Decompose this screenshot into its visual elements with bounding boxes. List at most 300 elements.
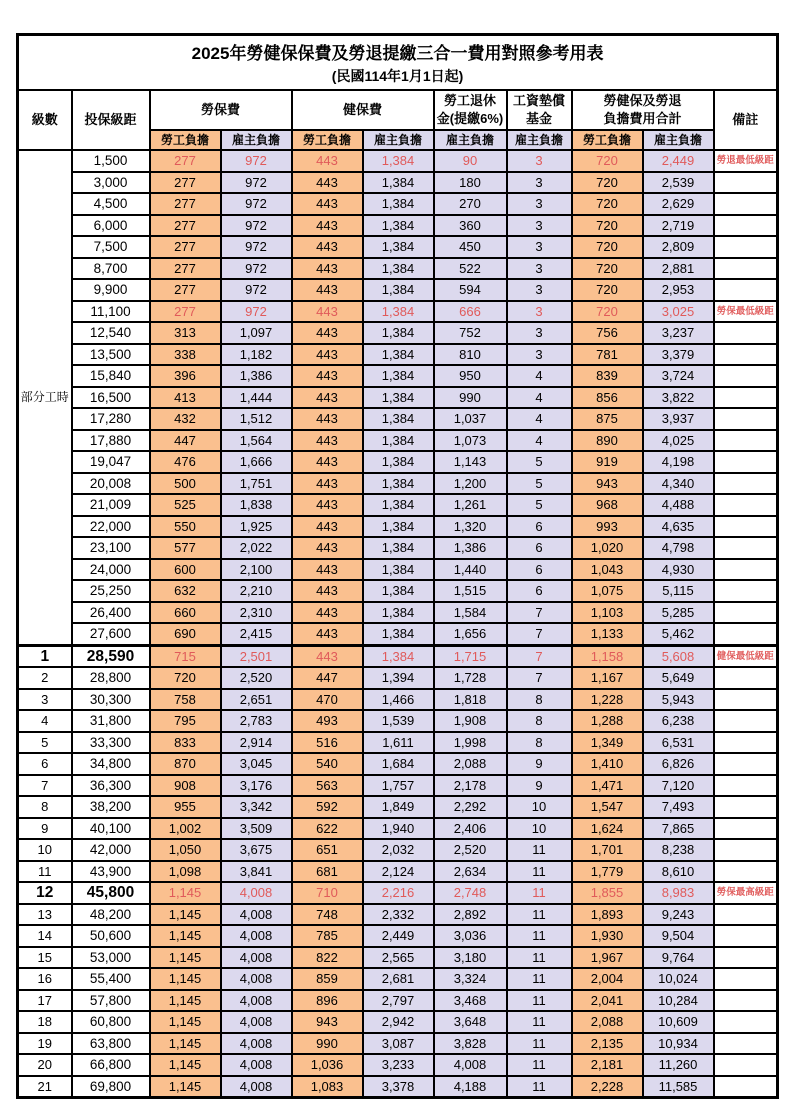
remark-cell <box>714 925 778 947</box>
total-employer-cell: 5,608 <box>643 645 714 667</box>
pension-employer-cell: 3,180 <box>434 947 507 969</box>
total-employer-cell: 2,719 <box>643 215 714 237</box>
total-employee-cell: 1,624 <box>572 818 643 840</box>
labor-employee-cell: 1,145 <box>150 968 221 990</box>
health-employer-cell: 1,940 <box>363 818 434 840</box>
salary-cell: 34,800 <box>72 753 150 775</box>
table-row <box>18 796 778 818</box>
table-row <box>18 215 778 237</box>
salary-cell: 43,900 <box>72 861 150 883</box>
fund-employer-cell: 10 <box>507 818 572 840</box>
subheader-health-employee: 勞工負擔 <box>292 130 363 150</box>
health-employee-cell: 443 <box>292 645 363 667</box>
health-employer-cell: 2,032 <box>363 839 434 861</box>
labor-employee-cell: 715 <box>150 645 221 667</box>
total-employee-cell: 1,855 <box>572 882 643 904</box>
fund-employer-cell: 3 <box>507 279 572 301</box>
labor-employee-cell: 1,145 <box>150 904 221 926</box>
health-employer-cell: 1,384 <box>363 430 434 452</box>
total-employer-cell: 4,798 <box>643 537 714 559</box>
level-cell: 21 <box>18 1076 72 1098</box>
health-employer-cell: 1,849 <box>363 796 434 818</box>
fund-employer-cell: 11 <box>507 904 572 926</box>
labor-employer-cell: 2,520 <box>221 667 292 689</box>
health-employer-cell: 1,384 <box>363 150 434 172</box>
salary-cell: 19,047 <box>72 451 150 473</box>
level-cell: 2 <box>18 667 72 689</box>
remark-cell: 勞退最低級距 <box>714 150 778 172</box>
remark-cell <box>714 559 778 581</box>
labor-employee-cell: 313 <box>150 322 221 344</box>
total-employer-cell: 6,826 <box>643 753 714 775</box>
labor-employee-cell: 277 <box>150 301 221 323</box>
labor-employer-cell: 1,182 <box>221 344 292 366</box>
table-row <box>18 494 778 516</box>
pension-employer-cell: 2,634 <box>434 861 507 883</box>
total-employee-cell: 839 <box>572 365 643 387</box>
health-employer-cell: 2,124 <box>363 861 434 883</box>
salary-cell: 31,800 <box>72 710 150 732</box>
pension-employer-cell: 2,292 <box>434 796 507 818</box>
labor-employer-cell: 972 <box>221 193 292 215</box>
salary-cell: 69,800 <box>72 1076 150 1098</box>
pension-employer-cell: 1,728 <box>434 667 507 689</box>
salary-cell: 24,000 <box>72 559 150 581</box>
total-employer-cell: 3,822 <box>643 387 714 409</box>
health-employer-cell: 2,681 <box>363 968 434 990</box>
health-employer-cell: 1,384 <box>363 580 434 602</box>
total-employer-cell: 9,504 <box>643 925 714 947</box>
health-employee-cell: 443 <box>292 473 363 495</box>
remark-cell <box>714 1076 778 1098</box>
labor-employer-cell: 3,509 <box>221 818 292 840</box>
health-employer-cell: 2,797 <box>363 990 434 1012</box>
fund-employer-cell: 8 <box>507 710 572 732</box>
header-level: 級數 <box>18 90 72 150</box>
fund-employer-cell: 11 <box>507 1054 572 1076</box>
health-employee-cell: 990 <box>292 1033 363 1055</box>
health-employee-cell: 943 <box>292 1011 363 1033</box>
remark-cell <box>714 861 778 883</box>
total-employee-cell: 2,041 <box>572 990 643 1012</box>
labor-employee-cell: 1,098 <box>150 861 221 883</box>
table-row <box>18 301 778 323</box>
pension-employer-cell: 1,715 <box>434 645 507 667</box>
total-employer-cell: 5,943 <box>643 689 714 711</box>
health-employee-cell: 443 <box>292 236 363 258</box>
remark-cell <box>714 667 778 689</box>
salary-cell: 25,250 <box>72 580 150 602</box>
health-employee-cell: 443 <box>292 258 363 280</box>
remark-cell <box>714 322 778 344</box>
total-employee-cell: 2,181 <box>572 1054 643 1076</box>
health-employee-cell: 563 <box>292 775 363 797</box>
remark-cell <box>714 365 778 387</box>
health-employee-cell: 859 <box>292 968 363 990</box>
fund-employer-cell: 4 <box>507 408 572 430</box>
pension-employer-cell: 2,406 <box>434 818 507 840</box>
remark-cell <box>714 172 778 194</box>
table-row <box>18 947 778 969</box>
remark-cell <box>714 236 778 258</box>
subheader-fund-employer: 雇主負擔 <box>507 130 572 150</box>
labor-employer-cell: 4,008 <box>221 1054 292 1076</box>
total-employer-cell: 4,340 <box>643 473 714 495</box>
health-employer-cell: 1,384 <box>363 344 434 366</box>
subheader-labor-employer: 雇主負擔 <box>221 130 292 150</box>
header-pension: 勞工退休 金(提繳6%) <box>434 90 507 130</box>
table-row <box>18 968 778 990</box>
fund-employer-cell: 10 <box>507 796 572 818</box>
salary-cell: 45,800 <box>72 882 150 904</box>
health-employee-cell: 681 <box>292 861 363 883</box>
table-row <box>18 818 778 840</box>
total-employer-cell: 10,934 <box>643 1033 714 1055</box>
health-employer-cell: 2,942 <box>363 1011 434 1033</box>
labor-employee-cell: 1,145 <box>150 1076 221 1098</box>
pension-employer-cell: 2,892 <box>434 904 507 926</box>
table-row <box>18 322 778 344</box>
labor-employer-cell: 972 <box>221 236 292 258</box>
fund-employer-cell: 4 <box>507 387 572 409</box>
total-employer-cell: 2,881 <box>643 258 714 280</box>
total-employee-cell: 856 <box>572 387 643 409</box>
labor-employer-cell: 1,751 <box>221 473 292 495</box>
fund-employer-cell: 4 <box>507 430 572 452</box>
subheader-total-employee: 勞工負擔 <box>572 130 643 150</box>
fund-employer-cell: 7 <box>507 645 572 667</box>
labor-employer-cell: 972 <box>221 215 292 237</box>
salary-cell: 6,000 <box>72 215 150 237</box>
labor-employer-cell: 1,838 <box>221 494 292 516</box>
health-employer-cell: 1,384 <box>363 602 434 624</box>
level-cell: 20 <box>18 1054 72 1076</box>
health-employee-cell: 896 <box>292 990 363 1012</box>
table-row <box>18 839 778 861</box>
table-row <box>18 753 778 775</box>
health-employee-cell: 748 <box>292 904 363 926</box>
labor-employer-cell: 4,008 <box>221 1076 292 1098</box>
salary-cell: 66,800 <box>72 1054 150 1076</box>
level-cell: 1 <box>18 645 72 667</box>
total-employee-cell: 1,893 <box>572 904 643 926</box>
total-employee-cell: 1,103 <box>572 602 643 624</box>
health-employer-cell: 1,611 <box>363 732 434 754</box>
table-row <box>18 775 778 797</box>
table-row <box>18 602 778 624</box>
total-employer-cell: 10,024 <box>643 968 714 990</box>
remark-cell <box>714 193 778 215</box>
health-employee-cell: 710 <box>292 882 363 904</box>
labor-employee-cell: 758 <box>150 689 221 711</box>
health-employer-cell: 1,384 <box>363 236 434 258</box>
labor-employer-cell: 4,008 <box>221 947 292 969</box>
fund-employer-cell: 9 <box>507 775 572 797</box>
health-employee-cell: 443 <box>292 516 363 538</box>
salary-cell: 28,800 <box>72 667 150 689</box>
total-employee-cell: 720 <box>572 301 643 323</box>
total-employer-cell: 9,243 <box>643 904 714 926</box>
pension-employer-cell: 1,908 <box>434 710 507 732</box>
labor-employee-cell: 1,002 <box>150 818 221 840</box>
header-salary: 投保級距 <box>72 90 150 150</box>
header-labor-insurance: 勞保費 <box>150 90 292 130</box>
labor-employee-cell: 277 <box>150 150 221 172</box>
table-row <box>18 537 778 559</box>
pension-employer-cell: 450 <box>434 236 507 258</box>
labor-employer-cell: 4,008 <box>221 882 292 904</box>
pension-employer-cell: 3,648 <box>434 1011 507 1033</box>
labor-employer-cell: 2,415 <box>221 623 292 645</box>
total-employee-cell: 943 <box>572 473 643 495</box>
total-employer-cell: 8,983 <box>643 882 714 904</box>
remark-cell <box>714 1033 778 1055</box>
health-employer-cell: 1,384 <box>363 365 434 387</box>
total-employee-cell: 1,349 <box>572 732 643 754</box>
total-employer-cell: 4,930 <box>643 559 714 581</box>
premium-table <box>16 33 779 1099</box>
total-employer-cell: 2,953 <box>643 279 714 301</box>
level-cell: 9 <box>18 818 72 840</box>
labor-employee-cell: 833 <box>150 732 221 754</box>
labor-employee-cell: 1,145 <box>150 1054 221 1076</box>
fund-employer-cell: 6 <box>507 537 572 559</box>
total-employer-cell: 10,284 <box>643 990 714 1012</box>
pension-employer-cell: 1,386 <box>434 537 507 559</box>
labor-employer-cell: 1,444 <box>221 387 292 409</box>
table-row <box>18 258 778 280</box>
salary-cell: 26,400 <box>72 602 150 624</box>
health-employer-cell: 1,394 <box>363 667 434 689</box>
table-row <box>18 1076 778 1098</box>
total-employee-cell: 1,930 <box>572 925 643 947</box>
fund-employer-cell: 6 <box>507 559 572 581</box>
fund-employer-cell: 11 <box>507 861 572 883</box>
fund-employer-cell: 5 <box>507 494 572 516</box>
salary-cell: 17,880 <box>72 430 150 452</box>
level-cell: 8 <box>18 796 72 818</box>
fund-employer-cell: 3 <box>507 215 572 237</box>
table-row <box>18 904 778 926</box>
table-row <box>18 172 778 194</box>
pension-employer-cell: 1,515 <box>434 580 507 602</box>
total-employer-cell: 3,237 <box>643 322 714 344</box>
total-employee-cell: 1,288 <box>572 710 643 732</box>
fund-employer-cell: 3 <box>507 344 572 366</box>
labor-employee-cell: 338 <box>150 344 221 366</box>
fund-employer-cell: 11 <box>507 1033 572 1055</box>
salary-cell: 48,200 <box>72 904 150 926</box>
fund-employer-cell: 6 <box>507 580 572 602</box>
labor-employer-cell: 2,501 <box>221 645 292 667</box>
health-employee-cell: 470 <box>292 689 363 711</box>
health-employee-cell: 443 <box>292 623 363 645</box>
labor-employee-cell: 1,145 <box>150 1033 221 1055</box>
table-row <box>18 1033 778 1055</box>
health-employer-cell: 1,539 <box>363 710 434 732</box>
health-employer-cell: 1,384 <box>363 473 434 495</box>
labor-employer-cell: 2,022 <box>221 537 292 559</box>
fund-employer-cell: 11 <box>507 968 572 990</box>
health-employee-cell: 443 <box>292 172 363 194</box>
remark-cell <box>714 1011 778 1033</box>
health-employer-cell: 3,087 <box>363 1033 434 1055</box>
labor-employee-cell: 870 <box>150 753 221 775</box>
health-employer-cell: 3,233 <box>363 1054 434 1076</box>
labor-employer-cell: 1,564 <box>221 430 292 452</box>
health-employee-cell: 447 <box>292 667 363 689</box>
salary-cell: 12,540 <box>72 322 150 344</box>
remark-cell <box>714 580 778 602</box>
total-employee-cell: 1,547 <box>572 796 643 818</box>
remark-cell <box>714 990 778 1012</box>
labor-employee-cell: 277 <box>150 172 221 194</box>
total-employer-cell: 7,493 <box>643 796 714 818</box>
health-employer-cell: 1,384 <box>363 387 434 409</box>
health-employee-cell: 443 <box>292 430 363 452</box>
health-employee-cell: 592 <box>292 796 363 818</box>
table-row <box>18 667 778 689</box>
table-row <box>18 623 778 645</box>
table-row <box>18 861 778 883</box>
pension-employer-cell: 2,748 <box>434 882 507 904</box>
table-body <box>18 150 778 1098</box>
health-employer-cell: 1,684 <box>363 753 434 775</box>
total-employee-cell: 720 <box>572 258 643 280</box>
total-employer-cell: 8,610 <box>643 861 714 883</box>
table-row <box>18 1011 778 1033</box>
fund-employer-cell: 11 <box>507 1076 572 1098</box>
health-employee-cell: 443 <box>292 301 363 323</box>
health-employer-cell: 2,216 <box>363 882 434 904</box>
total-employer-cell: 10,609 <box>643 1011 714 1033</box>
table-row <box>18 559 778 581</box>
table-row <box>18 344 778 366</box>
total-employee-cell: 720 <box>572 236 643 258</box>
labor-employee-cell: 500 <box>150 473 221 495</box>
level-cell: 17 <box>18 990 72 1012</box>
level-cell: 5 <box>18 732 72 754</box>
health-employee-cell: 443 <box>292 451 363 473</box>
health-employer-cell: 2,449 <box>363 925 434 947</box>
table-row <box>18 451 778 473</box>
labor-employee-cell: 577 <box>150 537 221 559</box>
total-employer-cell: 4,198 <box>643 451 714 473</box>
labor-employee-cell: 447 <box>150 430 221 452</box>
labor-employee-cell: 1,145 <box>150 990 221 1012</box>
total-employee-cell: 1,133 <box>572 623 643 645</box>
pension-employer-cell: 1,073 <box>434 430 507 452</box>
labor-employee-cell: 600 <box>150 559 221 581</box>
total-employee-cell: 875 <box>572 408 643 430</box>
health-employee-cell: 443 <box>292 279 363 301</box>
salary-cell: 3,000 <box>72 172 150 194</box>
table-row <box>18 150 778 172</box>
table-row <box>18 1054 778 1076</box>
health-employee-cell: 822 <box>292 947 363 969</box>
pension-employer-cell: 1,200 <box>434 473 507 495</box>
total-employer-cell: 11,260 <box>643 1054 714 1076</box>
total-employer-cell: 3,724 <box>643 365 714 387</box>
remark-cell: 勞保最高級距 <box>714 882 778 904</box>
table-row <box>18 387 778 409</box>
fund-employer-cell: 5 <box>507 451 572 473</box>
pension-employer-cell: 2,520 <box>434 839 507 861</box>
health-employee-cell: 540 <box>292 753 363 775</box>
labor-employee-cell: 550 <box>150 516 221 538</box>
total-employee-cell: 1,158 <box>572 645 643 667</box>
labor-employer-cell: 4,008 <box>221 968 292 990</box>
total-employee-cell: 720 <box>572 193 643 215</box>
pension-employer-cell: 1,320 <box>434 516 507 538</box>
health-employee-cell: 443 <box>292 537 363 559</box>
health-employee-cell: 443 <box>292 387 363 409</box>
total-employee-cell: 993 <box>572 516 643 538</box>
labor-employer-cell: 3,841 <box>221 861 292 883</box>
fund-employer-cell: 3 <box>507 301 572 323</box>
total-employer-cell: 2,809 <box>643 236 714 258</box>
pension-employer-cell: 90 <box>434 150 507 172</box>
health-employee-cell: 443 <box>292 365 363 387</box>
remark-cell <box>714 430 778 452</box>
salary-cell: 50,600 <box>72 925 150 947</box>
pension-employer-cell: 1,998 <box>434 732 507 754</box>
labor-employee-cell: 955 <box>150 796 221 818</box>
total-employer-cell: 6,238 <box>643 710 714 732</box>
pension-employer-cell: 4,008 <box>434 1054 507 1076</box>
remark-cell <box>714 451 778 473</box>
table-row <box>18 689 778 711</box>
salary-cell: 13,500 <box>72 344 150 366</box>
fund-employer-cell: 11 <box>507 947 572 969</box>
health-employee-cell: 443 <box>292 559 363 581</box>
pension-employer-cell: 950 <box>434 365 507 387</box>
total-employee-cell: 720 <box>572 150 643 172</box>
pension-employer-cell: 4,188 <box>434 1076 507 1098</box>
labor-employer-cell: 3,675 <box>221 839 292 861</box>
total-employer-cell: 7,120 <box>643 775 714 797</box>
labor-employer-cell: 2,914 <box>221 732 292 754</box>
health-employer-cell: 2,565 <box>363 947 434 969</box>
health-employer-cell: 1,384 <box>363 623 434 645</box>
title-row <box>18 35 778 91</box>
total-employer-cell: 3,937 <box>643 408 714 430</box>
salary-cell: 7,500 <box>72 236 150 258</box>
fund-employer-cell: 5 <box>507 473 572 495</box>
total-employer-cell: 5,462 <box>643 623 714 645</box>
pension-employer-cell: 594 <box>434 279 507 301</box>
salary-cell: 60,800 <box>72 1011 150 1033</box>
pension-employer-cell: 3,468 <box>434 990 507 1012</box>
fund-employer-cell: 11 <box>507 990 572 1012</box>
pension-employer-cell: 666 <box>434 301 507 323</box>
health-employer-cell: 1,384 <box>363 322 434 344</box>
health-employer-cell: 1,384 <box>363 301 434 323</box>
health-employee-cell: 1,083 <box>292 1076 363 1098</box>
labor-employer-cell: 2,651 <box>221 689 292 711</box>
total-employer-cell: 5,649 <box>643 667 714 689</box>
total-employer-cell: 5,115 <box>643 580 714 602</box>
remark-cell <box>714 818 778 840</box>
total-employer-cell: 8,238 <box>643 839 714 861</box>
health-employee-cell: 516 <box>292 732 363 754</box>
table-row <box>18 990 778 1012</box>
remark-cell <box>714 494 778 516</box>
level-cell: 11 <box>18 861 72 883</box>
total-employee-cell: 2,228 <box>572 1076 643 1098</box>
labor-employee-cell: 1,050 <box>150 839 221 861</box>
fund-employer-cell: 11 <box>507 839 572 861</box>
